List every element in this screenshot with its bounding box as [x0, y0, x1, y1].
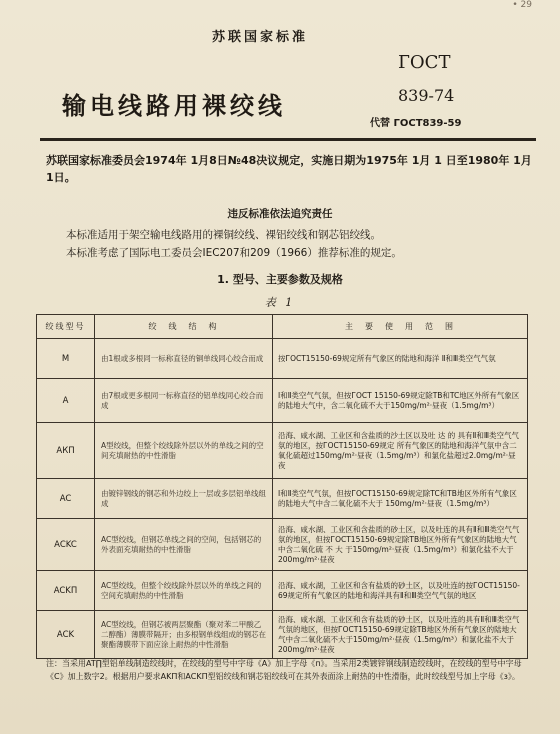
usage-cell: 沿海、咸水湖、工业区和含有盐质的砂土区，以及吐连的具有Ⅱ和Ⅲ类空气气氛的地区，但按ГОСТ15150-69规定除TB地区外所有气象区的陆地大气中含二氧化硫不大于150mg/m²·昼夜（1.5mg/m³）和氯化盐不大于200mg/m²·昼夜: [273, 611, 528, 659]
table-row: [37, 571, 528, 611]
decree-text: 苏联国家标准委员会1974年 1月8日№48决议规定，实施日期为1975年 1月 1 日至1980年 1月1日。: [46, 154, 532, 184]
usage-cell: 沿海、咸水湖，工业区和含有盐质的砂土区，以及吐连的按ГОСТ15150-69规定所有气象区的陆地和海洋具有Ⅱ和Ⅲ类空气气氛的地区: [273, 571, 528, 611]
standard-organization: 苏联国家标准: [211, 30, 308, 45]
structure-cell: 由镀锌钢线的钢芯和外边绞上一层或多层铝单线组成: [95, 479, 273, 519]
header-usage: 主 要 使 用 范 围: [273, 315, 528, 339]
table-row: [37, 611, 528, 659]
grade-cell: ACK: [37, 611, 95, 659]
section-heading: 1. 型号、主要参数及规格: [217, 273, 343, 286]
grade-cell: ACKC: [37, 519, 95, 571]
structure-cell: 由1根或多根同一标称直径的铜单线同心绞合而成: [95, 339, 273, 379]
scope-paragraph: 本标准适用于架空输电线路用的裸铜绞线、裸铝绞线和钢芯铝绞线。: [66, 229, 381, 241]
table-row: [37, 423, 528, 479]
conductor-table: [36, 314, 528, 659]
structure-cell: AC型绞线，但钢芯被两层聚酯（聚对苯二甲酸乙二醇酯）薄膜带隔开；由多根钢单线组成的钢芯在聚酯薄膜带下面应涂上耐热的中性滑脂: [95, 611, 273, 659]
gost-number: 839-74: [398, 86, 455, 105]
page-number: • 29: [512, 0, 532, 10]
usage-cell: 沿海、咸水湖、工业区和含盐质的砂土区，以及吐连的具有Ⅱ和Ⅲ类空气气氛的地区，但按ГОСТ15150-69规定除TB地区外所有气象区的陆地大气中含二氧化硫 不 大 于150mg/m²·昼夜（1.5mg/m³）和氯化盐不大于200mg/m²·昼夜: [273, 519, 528, 571]
grade-cell: АКП: [37, 423, 95, 479]
structure-cell: A型绞线，但整个绞线除外层以外的单线之间的空间充填耐热的中性滑脂: [95, 423, 273, 479]
grade-cell: A: [37, 379, 95, 423]
table-note: 注：当采用AT∏型铝单线制造绞线时，在绞线的型号中字母《A》加上字母《п》。当采用2类镀锌钢线制造绞线时，在绞线的型号中字母《C》加上数字2。根据用户要求AKΠ和ACKΠ型铝绞线和钢芯铝绞线可在其外表面涂上耐热的中性滑脂，此时绞线型号加上字母《з》。: [46, 659, 522, 681]
document-title: 输电线路用裸绞线: [62, 92, 286, 120]
table-header-row: [37, 315, 528, 339]
header-grade: 绞线型号: [37, 315, 95, 339]
grade-cell: M: [37, 339, 95, 379]
gost-label: ГОСТ: [398, 52, 451, 73]
structure-cell: AC型绞线，但钢芯单线之间的空间，包括钢芯的外表面充填耐热的中性滑脂: [95, 519, 273, 571]
table-row: [37, 339, 528, 379]
structure-cell: AC型绞线，但整个绞线除外层以外的单线之间的空间充填耐热的中性滑脂: [95, 571, 273, 611]
usage-cell: 按ГОСТ15150-69规定所有气象区的陆地和海洋 Ⅱ和Ⅲ类空气气氛: [273, 339, 528, 379]
structure-cell: 由7根或更多根同一标称直径的铝单线同心绞合而成: [95, 379, 273, 423]
usage-cell: 沿海、咸水湖、工业区和含盐质的沙土区以及吐 达 的 具有Ⅱ和Ⅲ类空气气氛的地区，按ГОСТ15150-69规定 所有气象区的陆地和海洋气氛中含二氧化硫超过150mg/m²·昼夜（1.5mg/m³）和氯化盐超过2.0mg/m²·昼夜: [273, 423, 528, 479]
header-rule: [40, 138, 536, 141]
table-row: [37, 479, 528, 519]
table-row: [37, 519, 528, 571]
usage-cell: Ⅰ和Ⅱ类空气气氛，但按ГОСТ 15150-69规定除TB和TC地区外所有气象区的陆地大气中，含二氧化硫不大于150mg/m²·昼夜（1.5mg/m³）: [273, 379, 528, 423]
iec-paragraph: 本标准考虑了国际电工委员会IEC207和209（1966）推荐标准的规定。: [66, 247, 402, 259]
replaces-standard: 代替 ГОСТ839-59: [370, 118, 462, 129]
table-row: [37, 379, 528, 423]
grade-cell: AC: [37, 479, 95, 519]
table-caption: 表 1: [264, 296, 296, 309]
violation-notice: 违反标准依法追究责任: [227, 208, 333, 220]
usage-cell: Ⅰ和Ⅱ类空气气氛，但按ГОСТ15150-69规定除TC和TB地区外所有气象区的陆地大气中含二氧化硫不大于 150mg/m²·昼夜（1.5mg/m³）: [273, 479, 528, 519]
header-structure: 绞 线 结 构: [95, 315, 273, 339]
grade-cell: ACKП: [37, 571, 95, 611]
